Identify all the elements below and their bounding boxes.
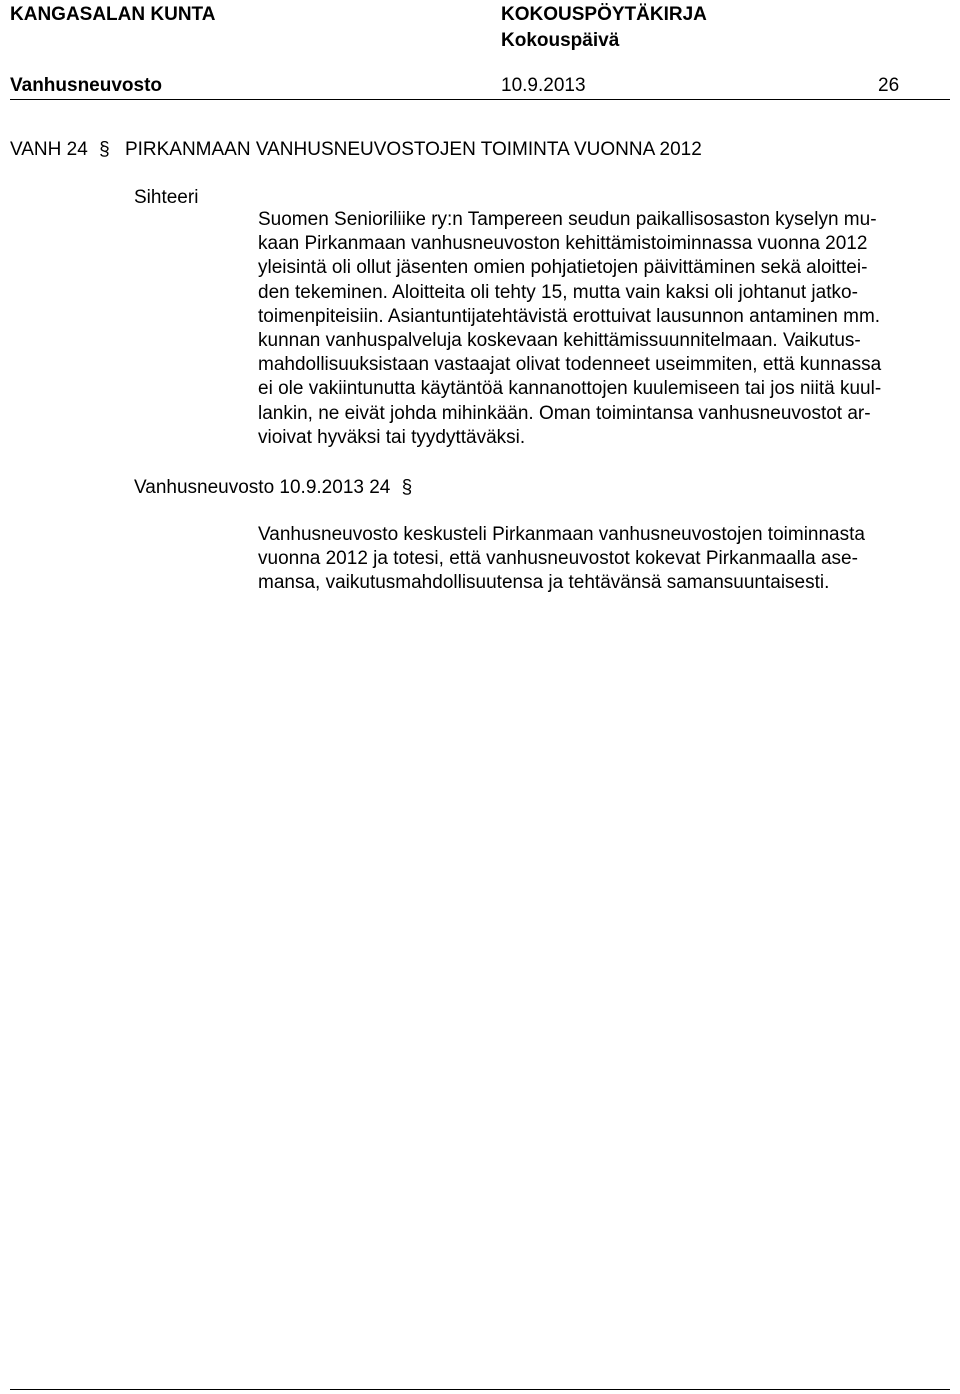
municipality-name: KANGASALAN KUNTA xyxy=(10,4,216,25)
preparer-line: den tekeminen. Aloitteita oli tehty 15, mutta vain kaksi oli johtanut jatko- xyxy=(258,281,858,303)
preparer-line: kaan Pirkanmaan vanhusneuvoston kehittämistoiminnassa vuonna 2012 xyxy=(258,233,868,255)
decision-section-symbol: § xyxy=(401,477,413,498)
decision-line: vuonna 2012 ja totesi, että vanhusneuvostot kokevat Pirkanmaalla ase- xyxy=(258,548,858,570)
preparer-line: ei ole vakiintunutta käytäntöä kannanottojen kuulemiseen tai jos niitä kuul- xyxy=(258,378,882,400)
preparer-line: mahdollisuuksistaan vastaajat olivat todenneet useimmiten, että kunnassa xyxy=(258,354,882,376)
preparer-line: toimenpiteisiin. Asiantuntijatehtävistä erottuivat lausunnon antaminen mm. xyxy=(258,305,881,327)
section-symbol: § xyxy=(99,139,110,160)
header-rule xyxy=(10,99,950,100)
preparer-line: kunnan vanhuspalveluja koskevaan kehittämissuunnitelmaan. Vaikutus- xyxy=(258,330,861,352)
preparer-line: lankin, ne eivät johda mihinkään. Oman toimintansa vanhusneuvostot ar- xyxy=(258,402,871,424)
decision-body-date: Vanhusneuvosto 10.9.2013 24 xyxy=(134,477,391,498)
page-number: 26 xyxy=(878,75,900,96)
document-subtype: Kokouspäivä xyxy=(501,30,620,51)
decision-line: mansa, vaikutusmahdollisuutensa ja tehtävänsä samansuuntaisesti. xyxy=(258,572,830,594)
item-code: VANH 24 xyxy=(10,139,88,160)
document-type: KOKOUSPÖYTÄKIRJA xyxy=(501,4,707,25)
preparer-label: Sihteeri xyxy=(134,187,199,208)
preparer-line: yleisintä oli ollut jäsenten omien pohjatietojen päivittäminen sekä aloittei- xyxy=(258,257,868,279)
item-title: PIRKANMAAN VANHUSNEUVOSTOJEN TOIMINTA VUONNA 2012 xyxy=(124,139,702,160)
decision-line: Vanhusneuvosto keskusteli Pirkanmaan vanhusneuvostojen toiminnasta xyxy=(258,524,865,545)
preparer-line: Suomen Senioriliike ry:n Tampereen seudun paikallisosaston kyselyn mu- xyxy=(258,209,877,230)
preparer-paragraph xyxy=(258,208,948,450)
meeting-body: Vanhusneuvosto xyxy=(10,75,163,96)
footer-rule xyxy=(10,1389,950,1390)
preparer-line: vioivat hyväksi tai tyydyttäväksi. xyxy=(258,426,526,448)
decision-paragraph xyxy=(258,523,948,596)
agenda-item-title xyxy=(10,138,702,162)
meeting-date: 10.9.2013 xyxy=(501,75,586,96)
decision-label xyxy=(134,476,412,500)
